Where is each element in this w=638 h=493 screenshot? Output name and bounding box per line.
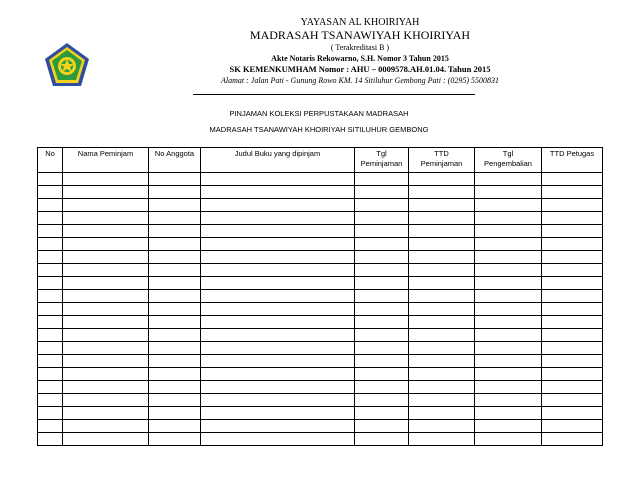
table-cell [409,381,475,394]
table-cell [409,420,475,433]
table-row [38,394,603,407]
table-row [38,186,603,199]
table-cell [542,394,603,407]
table-cell [201,238,355,251]
table-cell [63,186,149,199]
table-cell [63,264,149,277]
document-title: PINJAMAN KOLEKSI PERPUSTAKAAN MADRASAH [229,109,409,118]
header-borrower-signature: TTD Peminjaman [409,148,475,173]
table-row [38,264,603,277]
table-cell [201,251,355,264]
table-cell [63,251,149,264]
table-row [38,173,603,186]
table-cell [355,394,409,407]
table-cell [355,186,409,199]
table-cell [475,316,542,329]
table-cell [355,433,409,446]
table-cell [355,225,409,238]
table-cell [38,355,63,368]
table-cell [201,355,355,368]
letterhead [150,17,570,86]
table-cell [355,342,409,355]
table-cell [201,394,355,407]
table-cell [63,368,149,381]
table-cell [355,355,409,368]
table-row [38,355,603,368]
table-cell [409,212,475,225]
table-cell [475,238,542,251]
header-book-title: Judul Buku yang dipinjam [201,148,355,173]
header-return-date: Tgl Pengembalian [475,148,542,173]
table-row [38,225,603,238]
table-cell [475,368,542,381]
table-cell [63,238,149,251]
table-cell [38,173,63,186]
table-cell [355,316,409,329]
table-cell [355,368,409,381]
table-cell [63,381,149,394]
table-cell [63,407,149,420]
table-cell [475,329,542,342]
table-cell [63,212,149,225]
table-cell [149,420,201,433]
table-cell [38,433,63,446]
letterhead-divider [193,94,475,95]
table-cell [63,225,149,238]
table-row [38,420,603,433]
table-cell [38,212,63,225]
table-cell [409,264,475,277]
table-row [38,251,603,264]
table-cell [542,381,603,394]
table-cell [63,303,149,316]
table-row [38,290,603,303]
table-cell [409,394,475,407]
table-cell [475,381,542,394]
table-cell [149,199,201,212]
table-row [38,342,603,355]
table-cell [409,173,475,186]
header-borrower-name: Nama Peminjam [63,148,149,173]
table-cell [63,342,149,355]
table-cell [542,303,603,316]
table-cell [149,173,201,186]
table-cell [149,303,201,316]
table-cell [63,329,149,342]
table-cell [38,316,63,329]
table-cell [542,407,603,420]
table-cell [409,407,475,420]
table-cell [355,290,409,303]
loan-table [37,147,603,446]
table-cell [409,251,475,264]
table-cell [355,420,409,433]
table-row [38,368,603,381]
table-cell [63,394,149,407]
table-cell [149,264,201,277]
table-cell [38,342,63,355]
table-cell [38,225,63,238]
table-cell [201,316,355,329]
table-cell [355,329,409,342]
table-cell [149,329,201,342]
table-cell [475,303,542,316]
table-cell [355,199,409,212]
table-cell [475,251,542,264]
table-cell [355,381,409,394]
table-cell [409,225,475,238]
table-cell [409,303,475,316]
table-cell [355,173,409,186]
table-cell [201,186,355,199]
table-cell [409,355,475,368]
table-row [38,381,603,394]
table-cell [201,433,355,446]
table-row [38,433,603,446]
table-cell [63,290,149,303]
table-cell [409,199,475,212]
table-cell [542,173,603,186]
table-cell [38,277,63,290]
table-cell [38,329,63,342]
header-loan-date: Tgl Peminjaman [355,148,409,173]
table-cell [201,173,355,186]
table-cell [201,277,355,290]
accreditation: ( Terakreditasi B ) [330,43,390,52]
table-cell [201,368,355,381]
table-cell [149,407,201,420]
table-cell [409,290,475,303]
table-cell [63,316,149,329]
table-cell [475,420,542,433]
table-cell [149,238,201,251]
table-cell [149,316,201,329]
table-cell [475,342,542,355]
table-cell [201,303,355,316]
table-cell [542,420,603,433]
table-cell [38,251,63,264]
table-cell [542,238,603,251]
table-cell [542,199,603,212]
table-cell [38,368,63,381]
table-cell [475,186,542,199]
table-cell [409,433,475,446]
table-cell [149,251,201,264]
table-cell [355,277,409,290]
table-cell [542,329,603,342]
table-cell [201,225,355,238]
table-cell [542,368,603,381]
table-cell [38,186,63,199]
table-cell [149,394,201,407]
table-cell [542,316,603,329]
header-member-number: No Anggota [149,148,201,173]
table-cell [475,355,542,368]
table-cell [475,199,542,212]
table-cell [38,303,63,316]
table-cell [201,199,355,212]
table-cell [355,264,409,277]
table-cell [201,212,355,225]
school-logo [44,42,90,88]
table-cell [149,277,201,290]
table-cell [38,407,63,420]
table-cell [201,381,355,394]
table-cell [38,199,63,212]
table-cell [409,277,475,290]
table-cell [355,212,409,225]
table-row [38,212,603,225]
table-cell [149,433,201,446]
table-cell [409,238,475,251]
table-cell [63,173,149,186]
table-cell [475,212,542,225]
table-cell [542,186,603,199]
table-cell [542,251,603,264]
table-row [38,277,603,290]
table-cell [38,381,63,394]
table-row [38,238,603,251]
table-cell [201,329,355,342]
table-cell [355,407,409,420]
table-cell [409,316,475,329]
table-row [38,199,603,212]
address: Alamat : Jalan Pati - Gunung Rowo KM. 14 Sitiluhur Gembong Pati : (0295) 5500831 [221,76,499,85]
school-name: MADRASAH TSANAWIYAH KHOIRIYAH [249,28,471,42]
table-cell [63,277,149,290]
table-cell [542,212,603,225]
table-row [38,407,603,420]
table-header-row [38,148,603,173]
table-cell [63,420,149,433]
table-cell [63,355,149,368]
table-cell [149,225,201,238]
table-cell [542,342,603,355]
table-row [38,316,603,329]
table-cell [63,433,149,446]
table-cell [149,381,201,394]
table-cell [149,212,201,225]
table-cell [355,238,409,251]
table-cell [542,264,603,277]
table-cell [149,368,201,381]
table-cell [201,420,355,433]
table-cell [38,420,63,433]
table-cell [355,303,409,316]
table-cell [409,186,475,199]
table-cell [542,290,603,303]
table-cell [475,407,542,420]
sk-number: SK KEMENKUMHAM Nomor : AHU – 0009578.AH.01.04. Tahun 2015 [229,64,491,74]
table-cell [149,342,201,355]
table-cell [475,394,542,407]
header-officer-signature: TTD Petugas [542,148,603,173]
table-cell [149,186,201,199]
table-cell [475,173,542,186]
table-cell [201,290,355,303]
table-cell [475,277,542,290]
table-cell [201,264,355,277]
table-row [38,303,603,316]
table-cell [355,251,409,264]
table-cell [475,433,542,446]
table-row [38,329,603,342]
table-cell [38,290,63,303]
table-cell [38,264,63,277]
header-no: No [38,148,63,173]
table-cell [542,277,603,290]
table-cell [409,368,475,381]
table-cell [63,199,149,212]
table-cell [409,329,475,342]
table-cell [475,225,542,238]
table-cell [542,433,603,446]
table-cell [38,394,63,407]
table-cell [149,290,201,303]
table-cell [475,264,542,277]
foundation-name: YAYASAN AL KHOIRIYAH [300,17,420,28]
table-cell [201,342,355,355]
table-cell [201,407,355,420]
document-subtitle: MADRASAH TSANAWIYAH KHOIRIYAH SITILUHUR GEMBONG [209,125,429,134]
notary-deed: Akte Notaris Rekowarno, S.H. Nomor 3 Tahun 2015 [271,54,449,63]
table-cell [409,342,475,355]
table-cell [542,355,603,368]
table-cell [38,238,63,251]
table-cell [542,225,603,238]
table-cell [149,355,201,368]
table-cell [475,290,542,303]
